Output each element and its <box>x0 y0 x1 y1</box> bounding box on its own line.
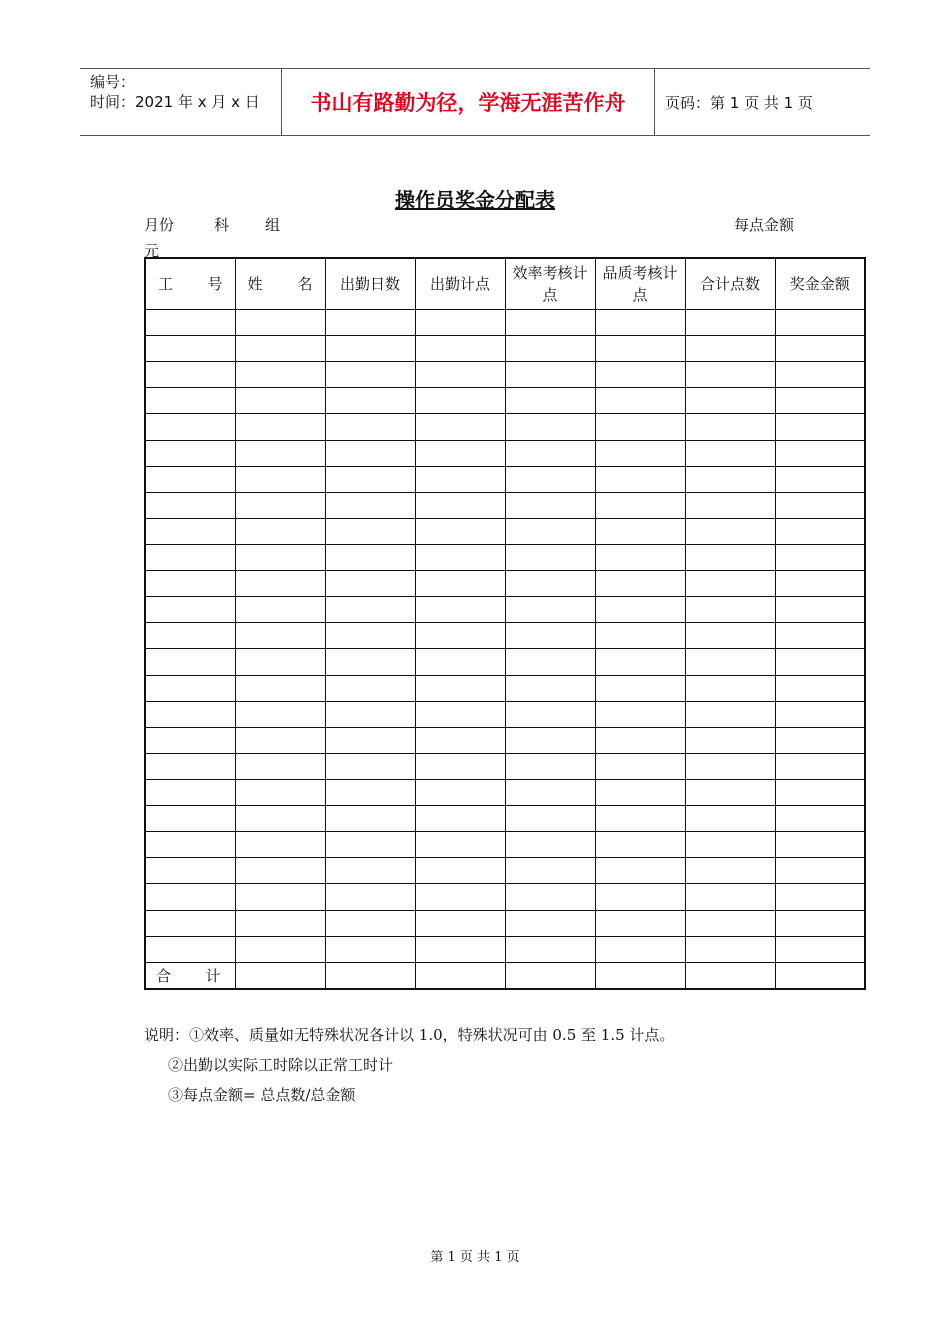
table-cell[interactable] <box>595 727 685 753</box>
table-cell[interactable] <box>505 701 595 727</box>
table-cell[interactable] <box>595 336 685 362</box>
table-cell[interactable] <box>685 492 775 518</box>
table-cell[interactable] <box>775 753 865 779</box>
table-row <box>145 753 865 779</box>
header-motto: 书山有路勤为径，学海无涯苦作舟 <box>282 69 655 135</box>
table-cell[interactable] <box>415 858 505 884</box>
bonus-table <box>144 257 866 990</box>
table-cell[interactable] <box>775 936 865 962</box>
table-row <box>145 440 865 466</box>
table-cell[interactable] <box>325 858 415 884</box>
table-cell[interactable] <box>415 701 505 727</box>
table-cell[interactable] <box>235 832 325 858</box>
table-cell[interactable] <box>145 544 235 570</box>
table-cell[interactable] <box>505 414 595 440</box>
table-cell[interactable] <box>145 440 235 466</box>
table-cell[interactable] <box>505 623 595 649</box>
table-cell[interactable] <box>235 623 325 649</box>
table-cell[interactable] <box>145 492 235 518</box>
note-2: ②出勤以实际工时除以正常工时计 <box>168 1056 394 1074</box>
table-cell[interactable] <box>505 675 595 701</box>
table-cell[interactable] <box>415 753 505 779</box>
table-cell[interactable] <box>595 388 685 414</box>
table-cell[interactable] <box>145 466 235 492</box>
table-cell[interactable] <box>145 858 235 884</box>
table-cell[interactable] <box>145 806 235 832</box>
table-cell[interactable] <box>685 414 775 440</box>
col-efficiency-points: 效率考核计点 <box>505 258 595 310</box>
table-cell[interactable] <box>325 727 415 753</box>
table-cell[interactable] <box>595 806 685 832</box>
table-cell[interactable] <box>595 492 685 518</box>
table-cell[interactable] <box>775 884 865 910</box>
table-cell[interactable] <box>325 832 415 858</box>
table-cell[interactable] <box>685 884 775 910</box>
table-cell[interactable] <box>595 649 685 675</box>
table-cell[interactable] <box>235 336 325 362</box>
table-cell[interactable] <box>145 414 235 440</box>
table-cell[interactable] <box>505 518 595 544</box>
table-cell[interactable] <box>325 336 415 362</box>
table-cell[interactable] <box>595 597 685 623</box>
table-cell[interactable] <box>235 701 325 727</box>
table-cell[interactable] <box>775 414 865 440</box>
table-cell[interactable] <box>145 362 235 388</box>
table-cell[interactable] <box>775 544 865 570</box>
table-cell[interactable] <box>415 336 505 362</box>
table-row <box>145 884 865 910</box>
table-cell[interactable] <box>775 336 865 362</box>
table-cell[interactable] <box>775 910 865 936</box>
table-cell[interactable] <box>505 649 595 675</box>
form-title: 操作员奖金分配表 <box>395 188 555 212</box>
table-cell[interactable] <box>325 388 415 414</box>
table-cell[interactable] <box>505 388 595 414</box>
col-quality-points: 品质考核计点 <box>595 258 685 310</box>
table-cell[interactable] <box>595 466 685 492</box>
table-cell[interactable] <box>595 414 685 440</box>
table-cell[interactable] <box>775 832 865 858</box>
table-cell[interactable] <box>775 362 865 388</box>
table-row <box>145 910 865 936</box>
table-row <box>145 414 865 440</box>
table-cell[interactable] <box>415 779 505 805</box>
table-cell[interactable] <box>415 936 505 962</box>
col-total-points: 合计点数 <box>685 258 775 310</box>
table-cell[interactable] <box>145 727 235 753</box>
table-cell[interactable] <box>325 806 415 832</box>
table-cell[interactable] <box>325 414 415 440</box>
table-cell[interactable] <box>685 336 775 362</box>
table-cell[interactable] <box>685 466 775 492</box>
table-cell[interactable] <box>595 832 685 858</box>
total-label-cell <box>145 962 235 989</box>
table-cell[interactable] <box>325 571 415 597</box>
table-cell[interactable] <box>595 858 685 884</box>
table-cell[interactable] <box>145 701 235 727</box>
table-cell[interactable] <box>145 571 235 597</box>
table-cell[interactable] <box>145 597 235 623</box>
table-cell[interactable] <box>145 623 235 649</box>
total-cell[interactable] <box>415 962 505 989</box>
table-row <box>145 832 865 858</box>
table-row <box>145 310 865 336</box>
table-cell[interactable] <box>235 310 325 336</box>
table-cell[interactable] <box>685 858 775 884</box>
table-cell[interactable] <box>685 310 775 336</box>
table-cell[interactable] <box>685 779 775 805</box>
table-cell[interactable] <box>505 727 595 753</box>
total-label-char: 合 <box>156 966 172 985</box>
table-row <box>145 936 865 962</box>
table-cell[interactable] <box>505 884 595 910</box>
total-cell[interactable] <box>235 962 325 989</box>
table-row <box>145 544 865 570</box>
col-employee-id: 工 号 <box>145 258 235 310</box>
table-cell[interactable] <box>685 388 775 414</box>
table-row <box>145 806 865 832</box>
date-label: 时间：2021 年 x 月 x 日 <box>90 93 260 111</box>
table-cell[interactable] <box>775 597 865 623</box>
table-cell[interactable] <box>415 884 505 910</box>
table-cell[interactable] <box>595 675 685 701</box>
table-cell[interactable] <box>775 518 865 544</box>
table-cell[interactable] <box>325 884 415 910</box>
table-cell[interactable] <box>415 414 505 440</box>
table-cell[interactable] <box>235 518 325 544</box>
table-cell[interactable] <box>415 649 505 675</box>
total-cell[interactable] <box>325 962 415 989</box>
group-label: 组 <box>265 216 281 234</box>
note-3: ③每点金额= 总点数/总金额 <box>168 1086 356 1104</box>
table-body <box>145 310 865 990</box>
per-point-amount-label: 每点金额 <box>734 216 795 234</box>
table-cell[interactable] <box>775 779 865 805</box>
table-cell[interactable] <box>235 649 325 675</box>
table-cell[interactable] <box>235 936 325 962</box>
table-cell[interactable] <box>775 492 865 518</box>
table-cell[interactable] <box>145 675 235 701</box>
table-cell[interactable] <box>235 440 325 466</box>
table-cell[interactable] <box>415 492 505 518</box>
table-cell[interactable] <box>685 649 775 675</box>
col-bonus-amount: 奖金金额 <box>775 258 865 310</box>
table-cell[interactable] <box>235 414 325 440</box>
table-cell[interactable] <box>235 597 325 623</box>
table-cell[interactable] <box>325 310 415 336</box>
table-cell[interactable] <box>415 675 505 701</box>
table-cell[interactable] <box>595 910 685 936</box>
table-cell[interactable] <box>145 518 235 544</box>
table-row <box>145 623 865 649</box>
table-cell[interactable] <box>235 492 325 518</box>
table-row <box>145 675 865 701</box>
table-cell[interactable] <box>415 623 505 649</box>
table-cell[interactable] <box>415 518 505 544</box>
serial-number-label: 编号： <box>90 73 136 91</box>
table-cell[interactable] <box>235 675 325 701</box>
table-cell[interactable] <box>685 675 775 701</box>
table-cell[interactable] <box>505 310 595 336</box>
table-cell[interactable] <box>505 597 595 623</box>
table-row <box>145 701 865 727</box>
header-page-info: 页码：第 1 页 共 1 页 <box>665 93 813 112</box>
table-cell[interactable] <box>325 910 415 936</box>
table-cell[interactable] <box>505 753 595 779</box>
table-cell[interactable] <box>145 388 235 414</box>
table-row <box>145 362 865 388</box>
table-cell[interactable] <box>145 649 235 675</box>
table-row <box>145 571 865 597</box>
table-cell[interactable] <box>145 910 235 936</box>
table-cell[interactable] <box>235 571 325 597</box>
table-row <box>145 336 865 362</box>
table-row <box>145 858 865 884</box>
table-cell[interactable] <box>685 753 775 779</box>
table-cell[interactable] <box>775 623 865 649</box>
table-cell[interactable] <box>235 466 325 492</box>
table-cell[interactable] <box>595 623 685 649</box>
table-row <box>145 388 865 414</box>
table-cell[interactable] <box>145 832 235 858</box>
table-cell[interactable] <box>685 362 775 388</box>
table-cell[interactable] <box>595 440 685 466</box>
table-row <box>145 597 865 623</box>
table-cell[interactable] <box>325 492 415 518</box>
total-cell[interactable] <box>685 962 775 989</box>
table-cell[interactable] <box>415 544 505 570</box>
table-cell[interactable] <box>235 362 325 388</box>
table-cell[interactable] <box>235 727 325 753</box>
table-cell[interactable] <box>505 936 595 962</box>
document-header <box>80 68 870 136</box>
col-attendance-days: 出勤日数 <box>325 258 415 310</box>
table-cell[interactable] <box>595 518 685 544</box>
table-cell[interactable] <box>325 779 415 805</box>
table-cell[interactable] <box>595 701 685 727</box>
table-cell[interactable] <box>145 310 235 336</box>
note-1: 说明：①效率、质量如无特殊状况各计以 1.0，特殊状况可由 0.5 至 1.5 计点。 <box>144 1026 675 1044</box>
table-cell[interactable] <box>685 440 775 466</box>
table-cell[interactable] <box>235 884 325 910</box>
table-cell[interactable] <box>595 571 685 597</box>
page-footer: 第 1 页 共 1 页 <box>430 1250 520 1265</box>
table-cell[interactable] <box>235 910 325 936</box>
table-cell[interactable] <box>775 649 865 675</box>
table-cell[interactable] <box>595 362 685 388</box>
table-cell[interactable] <box>685 832 775 858</box>
col-name: 姓 名 <box>235 258 325 310</box>
col-attendance-points: 出勤计点 <box>415 258 505 310</box>
table-row <box>145 727 865 753</box>
table-cell[interactable] <box>595 779 685 805</box>
table-cell[interactable] <box>325 675 415 701</box>
header-info <box>80 69 282 135</box>
table-row <box>145 779 865 805</box>
table-cell[interactable] <box>235 753 325 779</box>
currency-unit-label: 元 <box>144 242 160 260</box>
table-cell[interactable] <box>325 466 415 492</box>
table-cell[interactable] <box>145 936 235 962</box>
table-cell[interactable] <box>235 388 325 414</box>
table-cell[interactable] <box>325 518 415 544</box>
table-cell[interactable] <box>415 310 505 336</box>
table-cell[interactable] <box>145 336 235 362</box>
table-cell[interactable] <box>505 806 595 832</box>
table-cell[interactable] <box>235 779 325 805</box>
table-cell[interactable] <box>775 701 865 727</box>
table-cell[interactable] <box>505 858 595 884</box>
table-cell[interactable] <box>595 936 685 962</box>
table-cell[interactable] <box>325 597 415 623</box>
table-cell[interactable] <box>145 753 235 779</box>
table-cell[interactable] <box>415 571 505 597</box>
table-cell[interactable] <box>235 858 325 884</box>
total-cell[interactable] <box>505 962 595 989</box>
table-cell[interactable] <box>595 544 685 570</box>
table-cell[interactable] <box>415 362 505 388</box>
table-cell[interactable] <box>415 910 505 936</box>
table-cell[interactable] <box>775 675 865 701</box>
table-cell[interactable] <box>685 623 775 649</box>
table-cell[interactable] <box>235 544 325 570</box>
table-cell[interactable] <box>505 466 595 492</box>
table-cell[interactable] <box>325 544 415 570</box>
table-cell[interactable] <box>415 466 505 492</box>
table-cell[interactable] <box>505 779 595 805</box>
table-cell[interactable] <box>595 310 685 336</box>
table-cell[interactable] <box>775 858 865 884</box>
table-cell[interactable] <box>685 571 775 597</box>
table-cell[interactable] <box>415 440 505 466</box>
table-cell[interactable] <box>415 597 505 623</box>
table-cell[interactable] <box>235 806 325 832</box>
table-cell[interactable] <box>415 388 505 414</box>
table-cell[interactable] <box>685 701 775 727</box>
table-cell[interactable] <box>685 544 775 570</box>
table-cell[interactable] <box>145 884 235 910</box>
month-label: 月份 <box>144 216 175 234</box>
total-row <box>145 962 865 989</box>
table-cell[interactable] <box>775 571 865 597</box>
department-label: 科 <box>214 216 230 234</box>
table-cell[interactable] <box>775 388 865 414</box>
table-row <box>145 466 865 492</box>
table-cell[interactable] <box>325 701 415 727</box>
table-cell[interactable] <box>505 362 595 388</box>
table-row <box>145 649 865 675</box>
table-row <box>145 518 865 544</box>
table-cell[interactable] <box>325 362 415 388</box>
notes-section <box>144 1020 674 1110</box>
total-label-char: 计 <box>205 966 221 985</box>
total-cell[interactable] <box>595 962 685 989</box>
table-cell[interactable] <box>505 571 595 597</box>
table-cell[interactable] <box>325 649 415 675</box>
table-cell[interactable] <box>415 832 505 858</box>
table-cell[interactable] <box>505 440 595 466</box>
table-cell[interactable] <box>505 492 595 518</box>
table-cell[interactable] <box>325 753 415 779</box>
table-cell[interactable] <box>415 727 505 753</box>
table-cell[interactable] <box>685 936 775 962</box>
table-cell[interactable] <box>145 779 235 805</box>
table-cell[interactable] <box>325 936 415 962</box>
table-cell[interactable] <box>505 832 595 858</box>
table-cell[interactable] <box>775 310 865 336</box>
table-cell[interactable] <box>775 466 865 492</box>
table-cell[interactable] <box>505 336 595 362</box>
table-cell[interactable] <box>685 910 775 936</box>
table-cell[interactable] <box>685 727 775 753</box>
table-cell[interactable] <box>685 518 775 544</box>
table-cell[interactable] <box>505 544 595 570</box>
table-cell[interactable] <box>505 910 595 936</box>
table-cell[interactable] <box>775 806 865 832</box>
total-cell[interactable] <box>775 962 865 989</box>
table-cell[interactable] <box>685 806 775 832</box>
table-cell[interactable] <box>325 623 415 649</box>
table-cell[interactable] <box>415 806 505 832</box>
table-cell[interactable] <box>775 727 865 753</box>
table-cell[interactable] <box>685 597 775 623</box>
table-cell[interactable] <box>325 440 415 466</box>
table-row <box>145 492 865 518</box>
table-cell[interactable] <box>595 753 685 779</box>
table-cell[interactable] <box>775 440 865 466</box>
table-cell[interactable] <box>595 884 685 910</box>
table-header-row <box>145 258 865 310</box>
